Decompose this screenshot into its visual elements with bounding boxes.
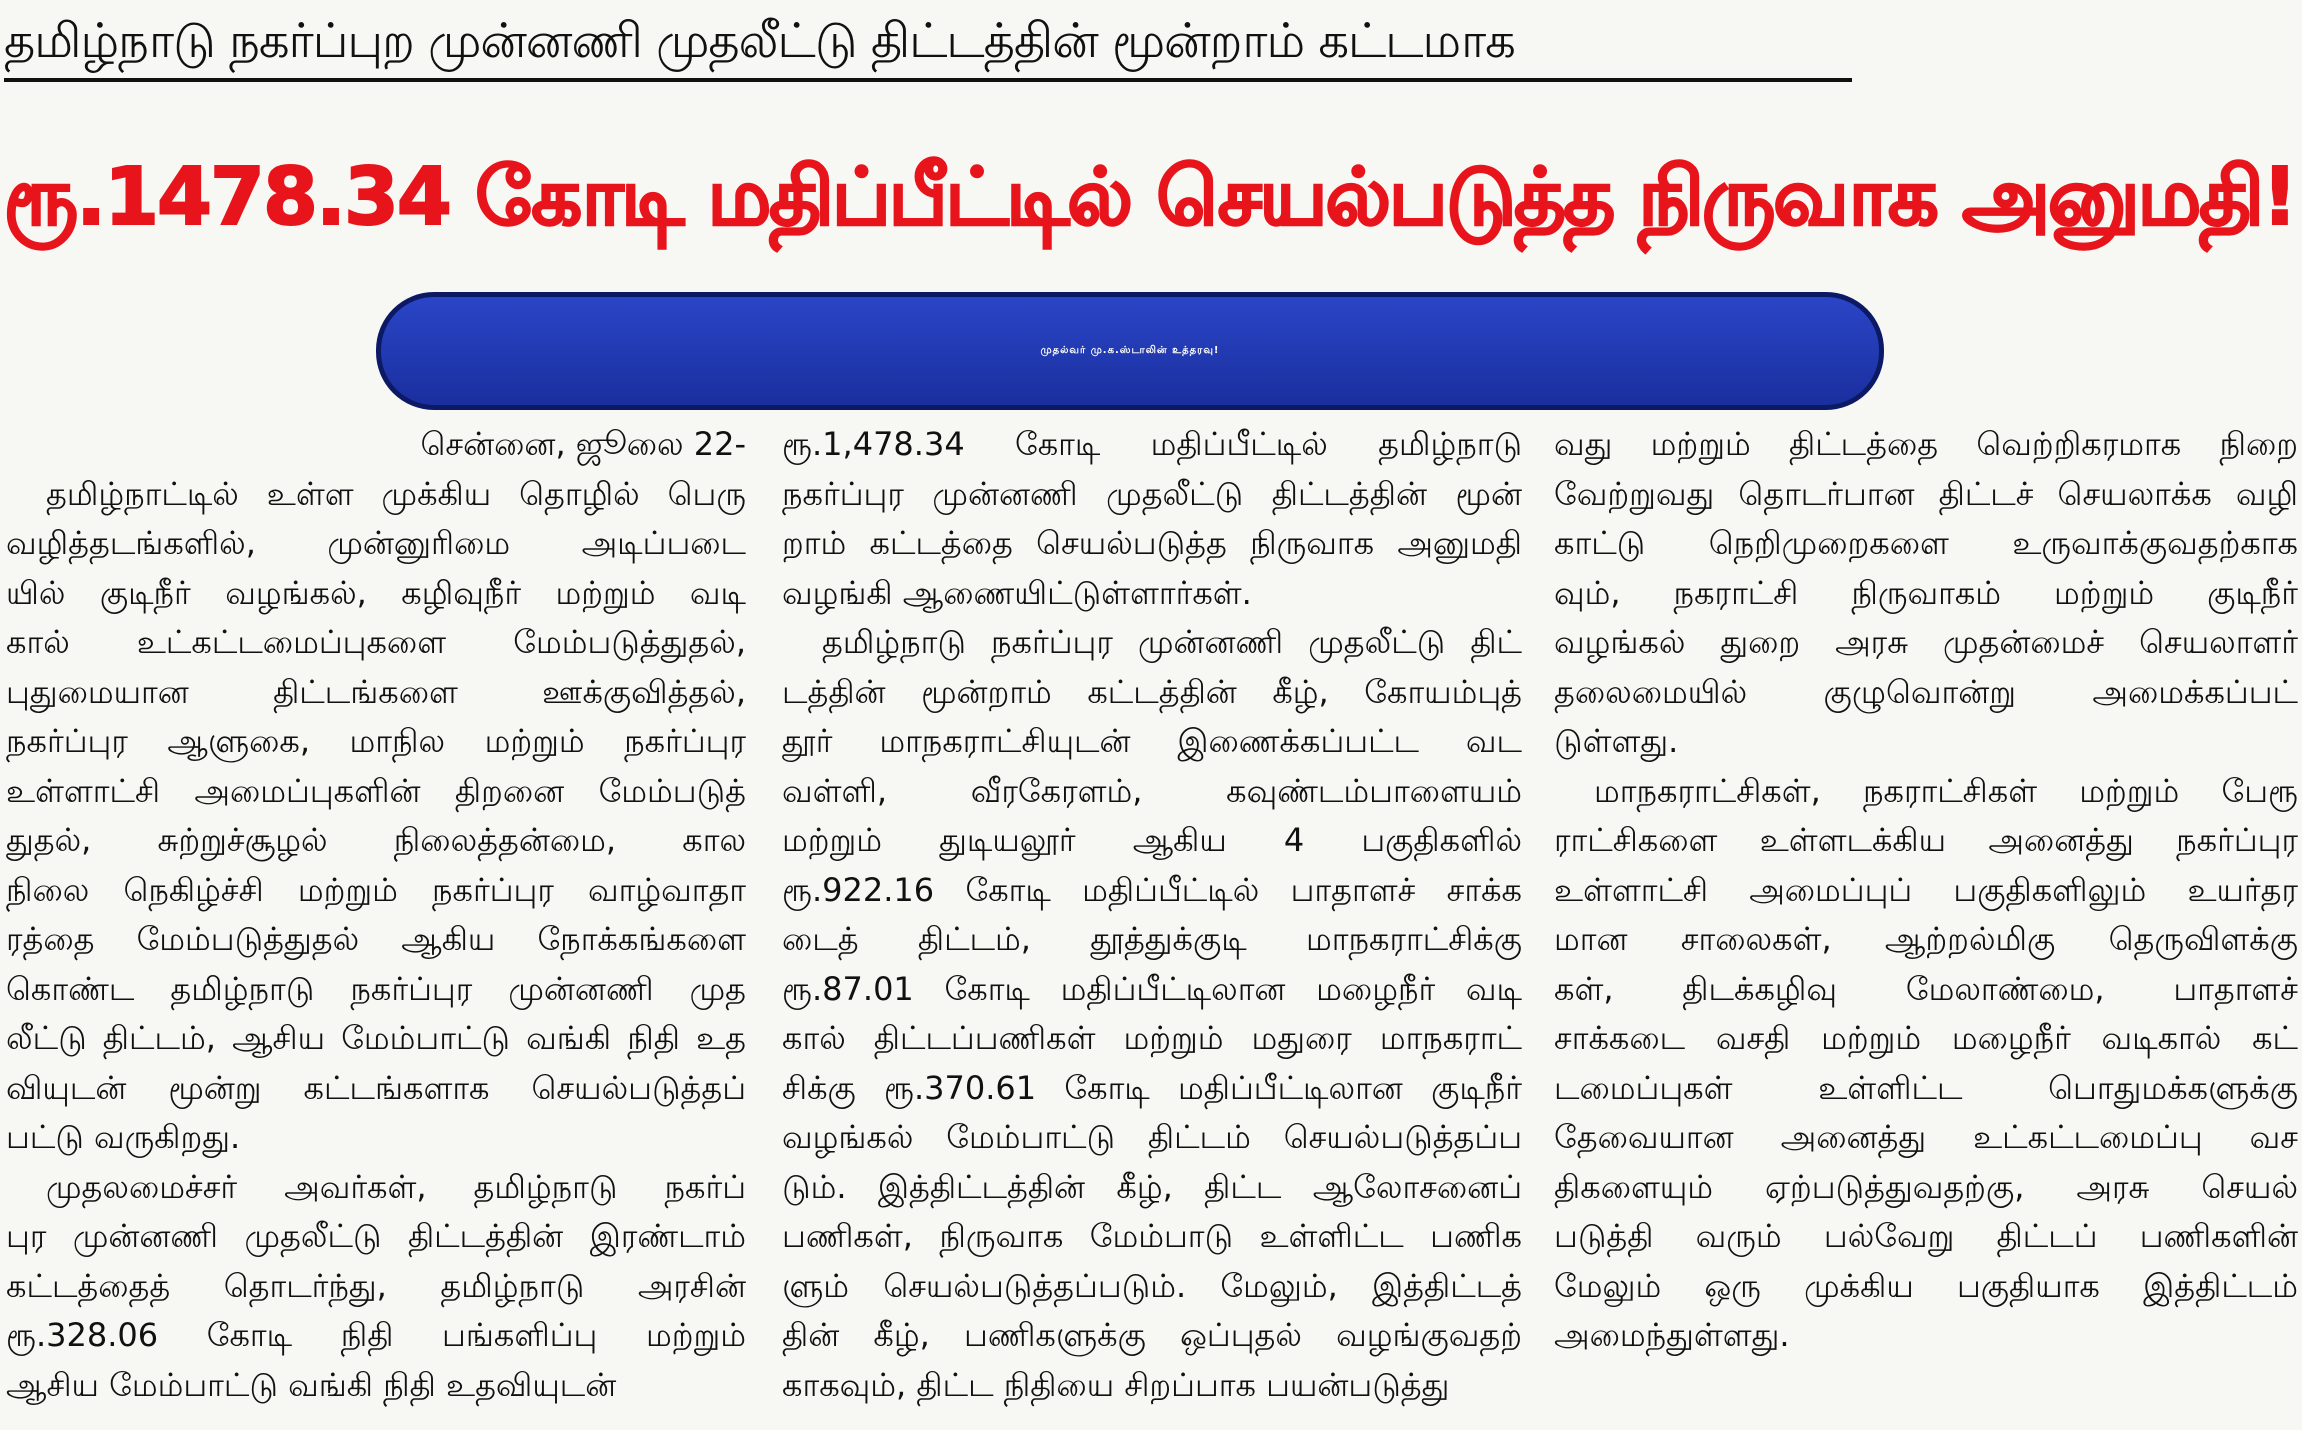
text-line: மேலும் ஒரு முக்கிய பகுதியாக இத்திட்டம் [1554,1266,2298,1305]
text-line: ரத்தை மேம்படுத்துதல் ஆகிய நோக்கங்களை [6,920,746,958]
text-line: ரூ.87.01 கோடி மதிப்பீட்டிலான மழைநீர் வடி [782,969,1522,1008]
subheadline-text: முதல்வர் மு.க.ஸ்டாலின் உத்தரவு! [1040,345,1220,356]
article-column-3 [1554,420,2298,1361]
text-line: ராட்சிகளை உள்ளடக்கிய அனைத்து நகர்ப்புர [1554,821,2298,859]
text-line: மற்றும் துடியலூர் ஆகிய 4 பகுதிகளில் [782,821,1522,859]
text-line: நிலை நெகிழ்ச்சி மற்றும் நகர்ப்புர வாழ்வாதா [6,870,746,909]
text-line: டமைப்புகள் உள்ளிட்ட பொதுமக்களுக்கு [1554,1068,2298,1107]
text-line: திகளையும் ஏற்படுத்துவதற்கு, அரசு செயல் [1554,1167,2298,1206]
text-line: தேவையான அனைத்து உட்கட்டமைப்பு வச [1554,1118,2298,1156]
text-line: கால் திட்டப்பணிகள் மற்றும் மதுரை மாநகராட் [782,1019,1522,1057]
text-line: வியுடன் மூன்று கட்டங்களாக செயல்படுத்தப் [6,1068,746,1107]
text-line: ஆசிய மேம்பாட்டு வங்கி நிதி உதவியுடன் [6,1365,617,1404]
text-line: டைத் திட்டம், தூத்துக்குடி மாநகராட்சிக்கு [782,920,1522,958]
text-line: வழங்கல் மேம்பாட்டு திட்டம் செயல்படுத்தப்ப [782,1118,1522,1156]
subheadline-banner [376,292,1884,410]
text-line: வழித்தடங்களில், முன்னுரிமை அடிப்படை [6,524,746,562]
text-line: சிக்கு ரூ.370.61 கோடி மதிப்பீட்டிலான குடிநீர் [782,1068,1522,1107]
text-line: கொண்ட தமிழ்நாடு நகர்ப்புர முன்னணி முத [6,969,746,1008]
text-line: வேற்றுவது தொடர்பான திட்டச் செயலாக்க வழி [1554,474,2298,513]
text-line: கட்டத்தைத் தொடர்ந்து, தமிழ்நாடு அரசின் [6,1266,746,1305]
article-column-1 [6,420,746,1410]
kicker-underline [4,78,1852,82]
text-line: வது மற்றும் திட்டத்தை வெற்றிகரமாக நிறை [1554,425,2298,463]
text-line: மாநகராட்சிகள், நகராட்சிகள் மற்றும் பேரூ [1594,771,2298,810]
text-line: படுத்தி வரும் பல்வேறு திட்டப் பணிகளின் [1554,1217,2298,1255]
text-line: காட்டு நெறிமுறைகளை உருவாக்குவதற்காக [1554,524,2298,562]
text-line: யில் குடிநீர் வழங்கல், கழிவுநீர் மற்றும் வடி [6,573,746,612]
text-line: ரூ.922.16 கோடி மதிப்பீட்டில் பாதாளச் சாக்க [782,870,1522,909]
text-line: உள்ளாட்சி அமைப்புகளின் திறனை மேம்படுத் [6,771,746,810]
article-kicker: தமிழ்நாடு நகர்ப்புற முன்னணி முதலீட்டு திட்டத்தின் மூன்றாம் கட்டமாக [4,13,1515,69]
text-line: உள்ளாட்சி அமைப்புப் பகுதிகளிலும் உயர்தர [1554,870,2298,909]
text-line: டத்தின் மூன்றாம் கட்டத்தின் கீழ், கோயம்புத் [782,672,1522,711]
text-line: றாம் கட்டத்தை செயல்படுத்த நிருவாக அனுமதி [782,524,1522,562]
text-line: வழங்கல் துறை அரசு முதன்மைச் செயலாளர் [1554,623,2298,661]
text-line: மான சாலைகள், ஆற்றல்மிகு தெருவிளக்கு [1554,920,2298,958]
text-line: கள், திடக்கழிவு மேலாண்மை, பாதாளச் [1554,969,2298,1008]
text-line: ளும் செயல்படுத்தப்படும். மேலும், இத்திட்டத் [782,1266,1522,1305]
text-line: வழங்கி ஆணையிட்டுள்ளார்கள். [782,573,1252,612]
text-line: டும். இத்திட்டத்தின் கீழ், திட்ட ஆலோசனைப் [782,1167,1522,1206]
text-line: கால் உட்கட்டமைப்புகளை மேம்படுத்துதல், [6,623,746,661]
text-line: சாக்கடை வசதி மற்றும் மழைநீர் வடிகால் கட் [1554,1019,2298,1057]
text-line: வும், நகராட்சி நிருவாகம் மற்றும் குடிநீர் [1554,573,2298,612]
text-line: அமைந்துள்ளது. [1554,1316,1790,1354]
text-line: துதல், சுற்றுச்சூழல் நிலைத்தன்மை, கால [6,821,746,859]
text-line: பணிகள், நிருவாக மேம்பாடு உள்ளிட்ட பணிக [782,1217,1522,1255]
text-line: தமிழ்நாட்டில் உள்ள முக்கிய தொழில் பெரு [46,474,746,513]
text-line: சென்னை, ஜூலை 22- [420,425,746,463]
text-line: ரூ.328.06 கோடி நிதி பங்களிப்பு மற்றும் [6,1316,746,1354]
article-column-2 [782,420,1522,1410]
text-line: ரூ.1,478.34 கோடி மதிப்பீட்டில் தமிழ்நாடு [782,425,1522,463]
text-line: பட்டு வருகிறது. [6,1118,241,1156]
text-line: புதுமையான திட்டங்களை ஊக்குவித்தல், [6,672,746,711]
text-line: டுள்ளது. [1554,722,1679,760]
text-line: புர முன்னணி முதலீட்டு திட்டத்தின் இரண்டாம் [6,1217,746,1255]
text-line: நகர்ப்புர முன்னணி முதலீட்டு திட்டத்தின் மூன் [782,474,1522,513]
text-line: நகர்ப்புர ஆளுகை, மாநில மற்றும் நகர்ப்புர [6,722,746,760]
text-line: தலைமையில் குழுவொன்று அமைக்கப்பட் [1554,672,2298,711]
text-line: லீட்டு திட்டம், ஆசிய மேம்பாட்டு வங்கி நிதி உத [6,1019,746,1057]
text-line: காகவும், திட்ட நிதியை சிறப்பாக பயன்படுத்து [782,1365,1450,1404]
text-line: தமிழ்நாடு நகர்ப்புர முன்னணி முதலீட்டு திட் [822,623,1522,661]
text-line: தூர் மாநகராட்சியுடன் இணைக்கப்பட்ட வட [782,722,1522,760]
text-line: தின் கீழ், பணிகளுக்கு ஒப்புதல் வழங்குவதற் [782,1316,1522,1354]
text-line: வள்ளி, வீரகேரளம், கவுண்டம்பாளையம் [782,771,1522,810]
text-line: முதலமைச்சர் அவர்கள், தமிழ்நாடு நகர்ப் [46,1167,746,1206]
article-headline: ரூ.1478.34 கோடி மதிப்பீட்டில் செயல்படுத்த நிருவாக அனுமதி! [4,151,2296,243]
